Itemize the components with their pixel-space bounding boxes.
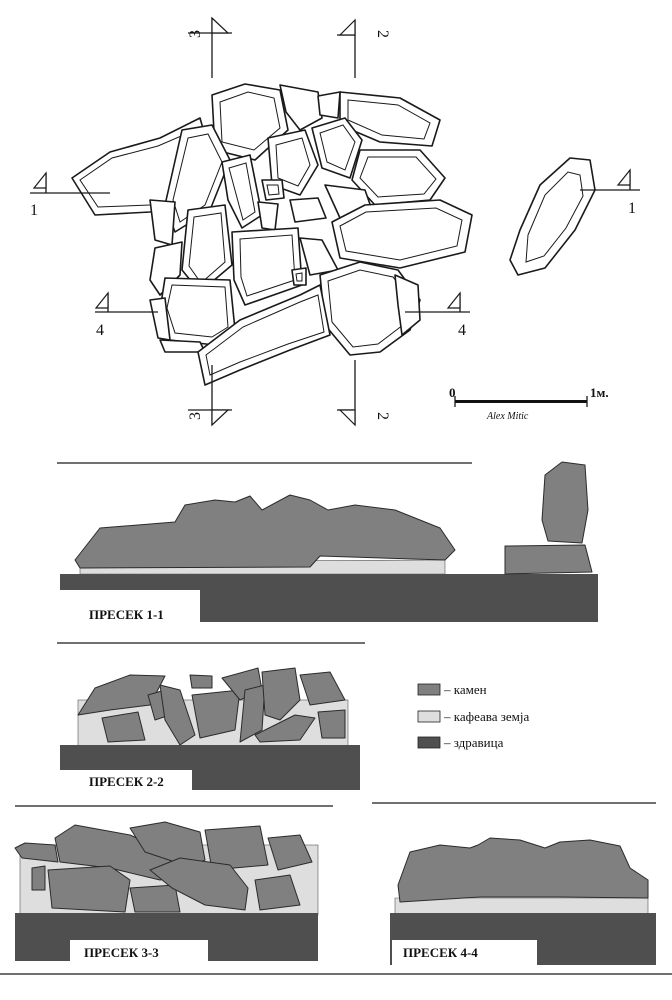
plan-stone xyxy=(290,198,326,222)
legend-label: – камен xyxy=(444,682,487,697)
section-mark-label: 3 xyxy=(187,30,204,38)
plan-stone xyxy=(292,268,306,285)
section-stone xyxy=(505,545,592,574)
section-caption: ПРЕСЕК 1-1 xyxy=(89,607,164,622)
section-marker-2-bottom xyxy=(337,360,391,425)
section-stone xyxy=(130,885,180,912)
section-mark-label: 1 xyxy=(30,202,38,219)
plan-stone xyxy=(150,200,175,245)
section-mark-label: 2 xyxy=(374,412,391,420)
section-mark-label: 4 xyxy=(96,322,104,339)
legend-label: – кафеава земја xyxy=(444,709,530,724)
plan-view xyxy=(30,18,640,425)
scale-bar xyxy=(449,385,609,422)
section-stone xyxy=(398,838,648,902)
section-1-1 xyxy=(57,462,598,622)
section-stone xyxy=(190,675,212,688)
section-marker-2-top xyxy=(337,20,391,78)
plan-stone xyxy=(160,340,205,352)
legend xyxy=(418,682,529,750)
section-caption: ПРЕСЕК 3-3 xyxy=(84,945,159,960)
section-stone xyxy=(102,712,145,742)
scale-end: 1м. xyxy=(590,385,609,400)
legend-swatch-bedrock xyxy=(418,737,440,748)
section-caption: ПРЕСЕК 4-4 xyxy=(403,945,478,960)
plan-stone xyxy=(258,202,278,230)
author-signature: Alex Mitic xyxy=(487,411,529,422)
section-marker-3-top xyxy=(187,18,232,78)
plan-stone xyxy=(510,158,595,275)
section-3-3 xyxy=(15,806,333,961)
plan-stone xyxy=(232,228,302,305)
section-stone xyxy=(32,866,45,890)
scale-start: 0 xyxy=(449,385,456,400)
section-caption: ПРЕСЕК 2-2 xyxy=(89,774,164,789)
legend-swatch-stone xyxy=(418,684,440,695)
plan-stone xyxy=(262,180,284,200)
section-mark-label: 1 xyxy=(628,200,636,217)
section-mark-label: 2 xyxy=(374,30,391,38)
section-mark-label: 4 xyxy=(458,322,466,339)
section-2-2 xyxy=(57,643,365,790)
section-stone xyxy=(318,710,345,738)
section-stone xyxy=(542,462,588,543)
legend-label: – здравица xyxy=(444,735,504,750)
section-mark-label: 3 xyxy=(187,412,204,420)
section-stone xyxy=(75,495,455,568)
earth-layer xyxy=(395,898,648,915)
legend-swatch-earth xyxy=(418,711,440,722)
section-stone xyxy=(48,866,130,912)
section-marker-4-left xyxy=(95,293,158,339)
section-stone xyxy=(192,690,240,738)
section-4-4 xyxy=(372,803,656,965)
plan-stone xyxy=(318,92,340,118)
